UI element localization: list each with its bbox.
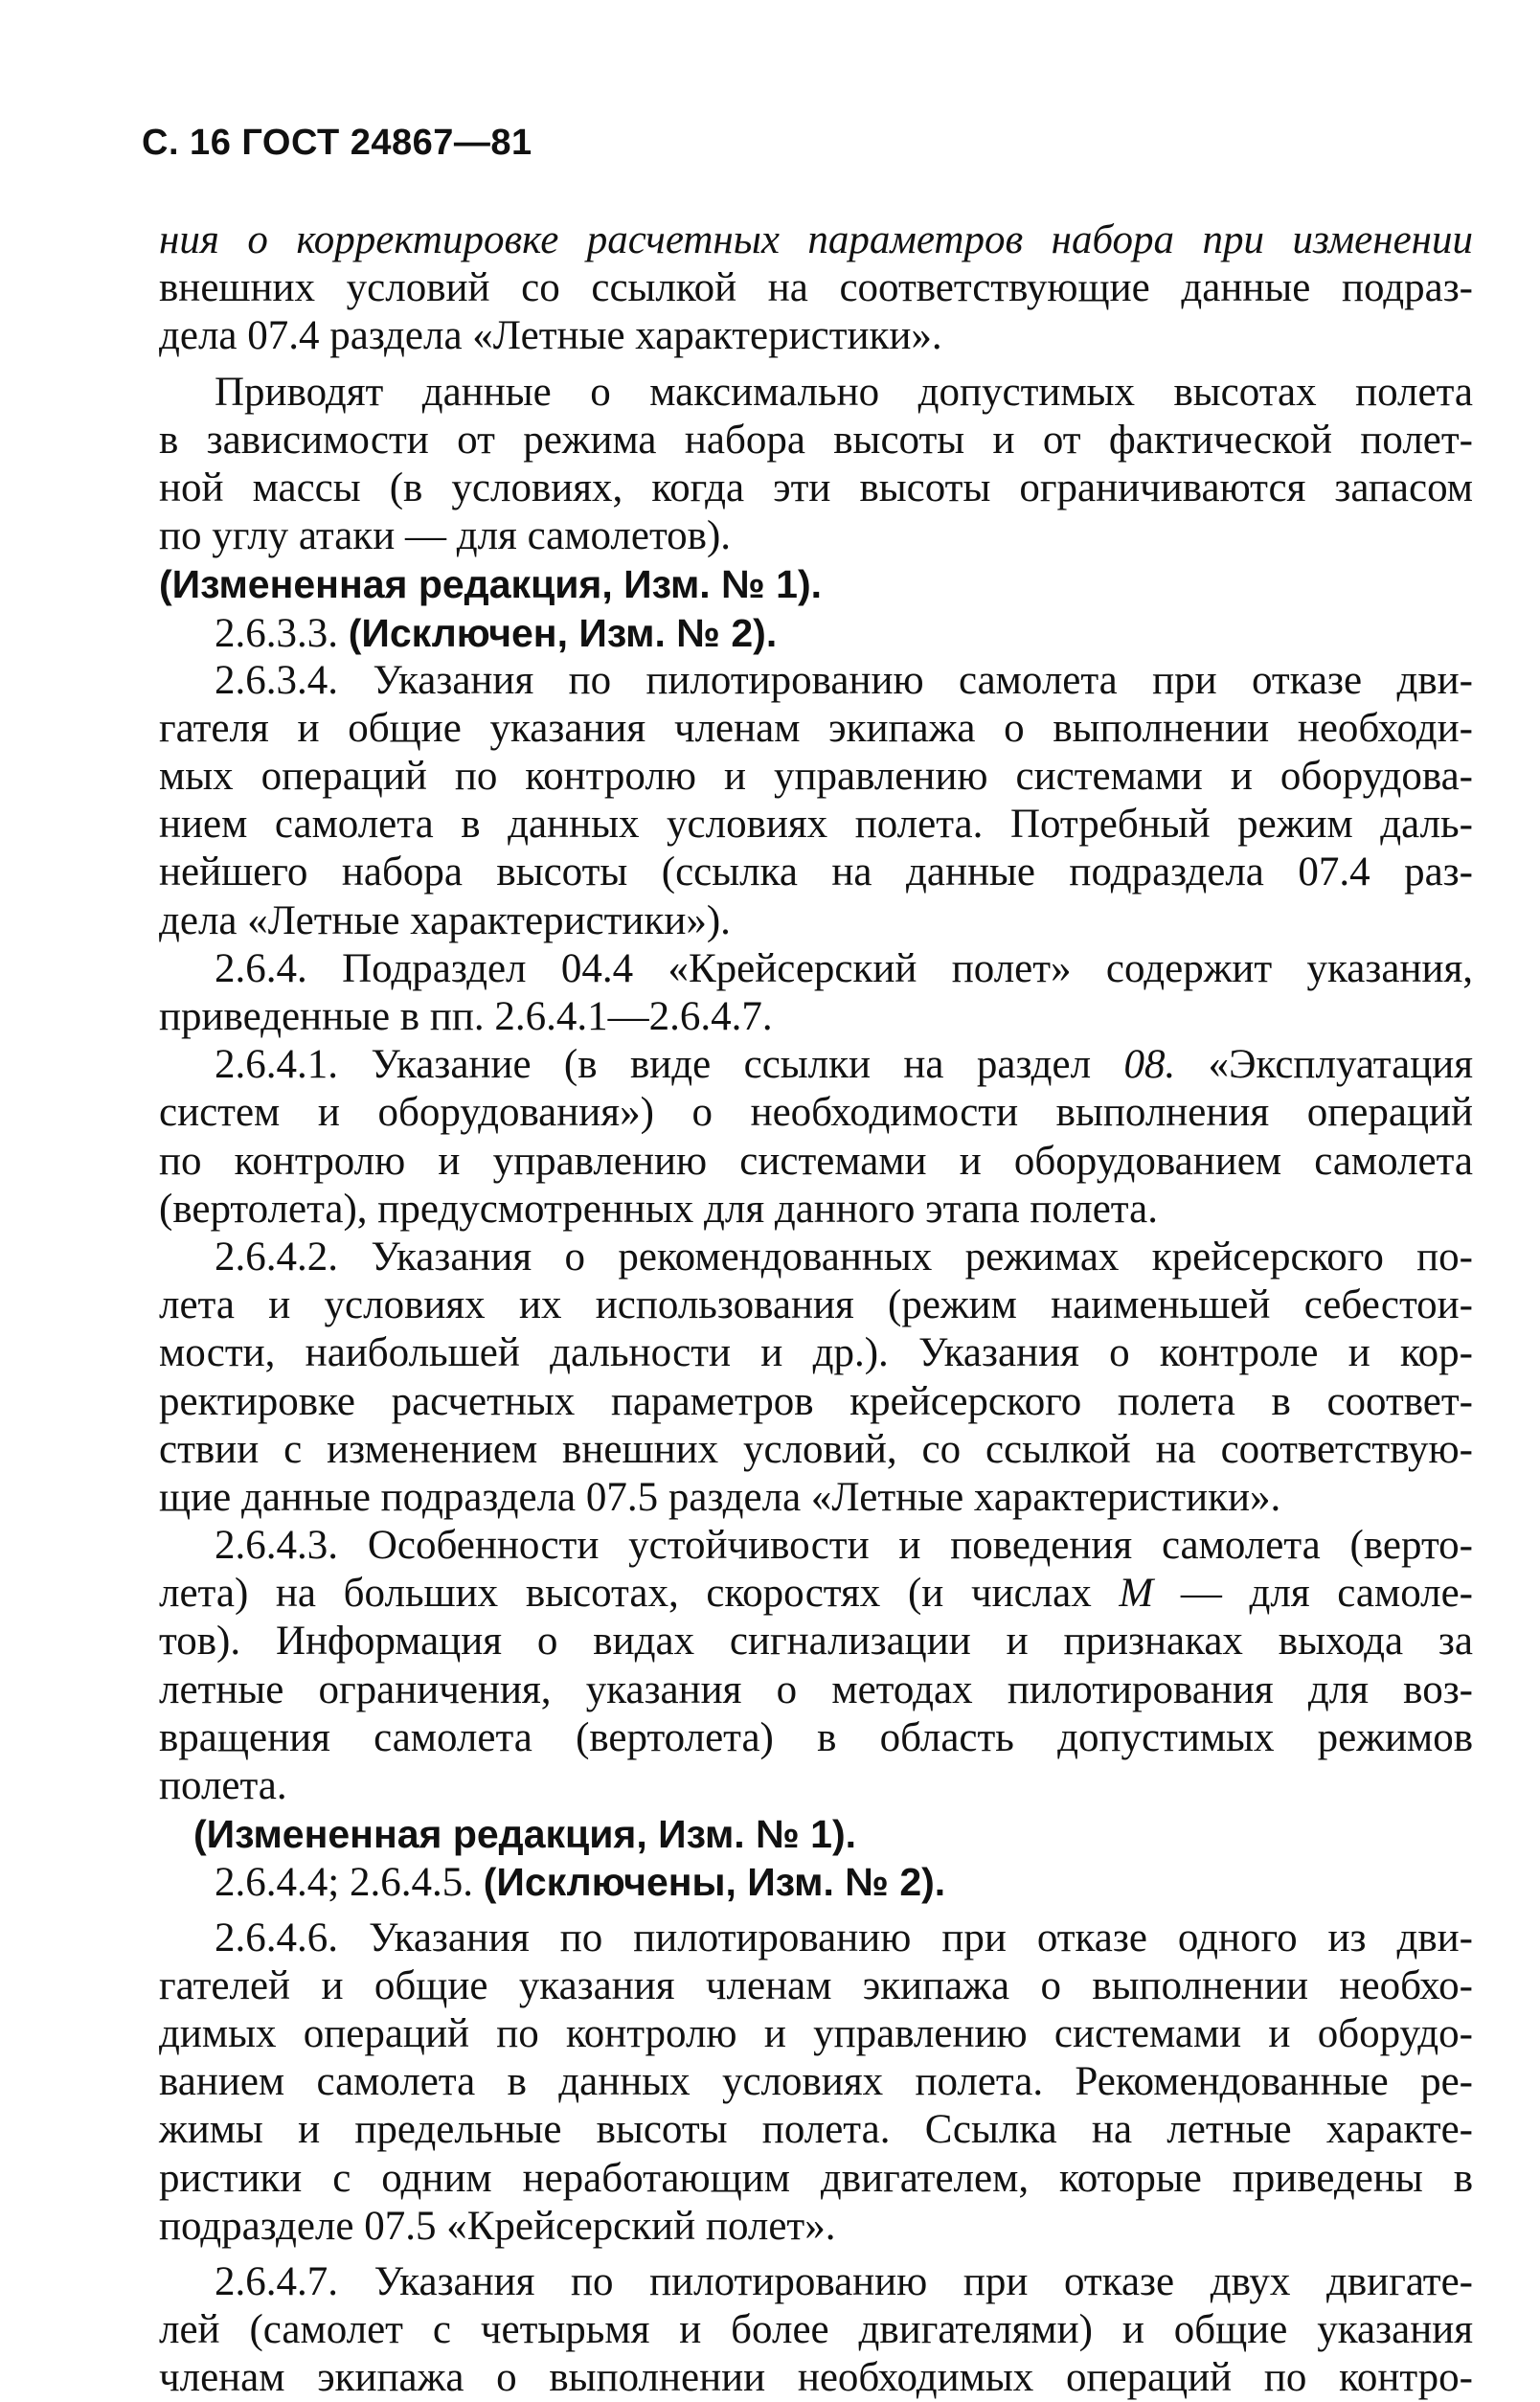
- text-line: вращения самолета (вертолета) в область допустимых режимов: [159, 1714, 1473, 1760]
- section-excluded-note: (Исключен, Изм. № 2).: [348, 610, 778, 655]
- text-line: [159, 1041, 1473, 1089]
- text-line: щие данные подраздела 07.5 раздела «Летные характеристики».: [159, 1474, 1281, 1520]
- text-line: жимы и предельные высоты полета. Ссылка на летные характе-: [159, 2107, 1473, 2153]
- text-line: ной массы (в условиях, когда эти высоты ограничиваются запасом: [159, 465, 1473, 510]
- text-fragment: «Эксплуатация: [1208, 1042, 1474, 1088]
- text-line: тов). Информация о видах сигнализации и признаках выхода за: [159, 1619, 1473, 1665]
- text-line: ствии с изменением внешних условий, со ссылкой на соответствую-: [159, 1426, 1473, 1472]
- text-line: в зависимости от режима набора высоты и от фактической полет-: [159, 417, 1473, 463]
- text-line: 2.6.4.7. Указания по пилотированию при отказе двух двигате-: [215, 2258, 1473, 2304]
- text-line: 2.6.4.6. Указания по пилотированию при отказе одного из дви-: [215, 1915, 1473, 1960]
- text-line: по контролю и управлению системами и оборудованием самолета: [159, 1138, 1473, 1184]
- text-line: 2.6.4. Подраздел 04.4 «Крейсерский полет» содержит указания,: [215, 945, 1473, 991]
- text-line: подразделе 07.5 «Крейсерский полет».: [159, 2203, 836, 2249]
- text-line: гателя и общие указания членам экипажа о выполнении необходи-: [159, 705, 1473, 751]
- section-2644-2645: [159, 1858, 1473, 1906]
- text-line: 2.6.4.3. Особенности устойчивости и поведения самолета (верто-: [215, 1523, 1473, 1569]
- text-line: ния о корректировке расчетных параметров набора при изменении: [159, 217, 1473, 262]
- text-line: дела 07.4 раздела «Летные характеристики».: [159, 313, 942, 359]
- section-excluded-note: (Исключены, Изм. № 2).: [483, 1860, 946, 1905]
- text-line: нием самолета в данных условиях полета. Потребный режим даль-: [159, 802, 1473, 848]
- text-line: ванием самолета в данных условиях полета. Рекомендованные ре-: [159, 2059, 1473, 2105]
- section-number: 2.6.4.4; 2.6.4.5.: [215, 1860, 473, 1906]
- text-line: (вертолета), предусмотренных для данного этапа полета.: [159, 1186, 1158, 1232]
- text-line: приведенные в пп. 2.6.4.1—2.6.4.7.: [159, 994, 773, 1039]
- text-line: систем и оборудования») о необходимости выполнения операций: [159, 1090, 1473, 1136]
- text-line: нейшего набора высоты (ссылка на данные подраздела 07.4 раз-: [159, 850, 1473, 895]
- text-line: ректировке расчетных параметров крейсерского полета в соответ-: [159, 1378, 1473, 1424]
- text-line: внешних условий со ссылкой на соответствующие данные подраз-: [159, 265, 1473, 311]
- text-line: полета.: [159, 1763, 287, 1808]
- text-line: димых операций по контролю и управлению системами и оборудо-: [159, 2010, 1473, 2056]
- section-ref-number: 08.: [1123, 1042, 1176, 1088]
- text-line: лета и условиях их использования (режим наименьшей себестои-: [159, 1282, 1473, 1328]
- text-line: 2.6.4.2. Указания о рекомендованных режимах крейсерского по-: [215, 1234, 1473, 1280]
- text-line: членам экипажа о выполнении необходимых операций по контро-: [159, 2355, 1473, 2401]
- text-line: по углу атаки — для самолетов).: [159, 513, 732, 559]
- text-fragment: — для самоле-: [1180, 1571, 1473, 1617]
- amendment-note: (Измененная редакция, Изм. № 1).: [159, 562, 823, 607]
- text-line: [159, 1570, 1473, 1618]
- text-fragment: 2.6.4.1. Указание (в виде ссылки на раздел: [215, 1042, 1092, 1088]
- text-line: летные ограничения, указания о методах пилотирования для воз-: [159, 1666, 1473, 1712]
- text-line: 2.6.3.4. Указания по пилотированию самолета при отказе дви-: [215, 657, 1473, 703]
- text-line: Приводят данные о максимально допустимых высотах полета: [215, 369, 1473, 415]
- section-number: 2.6.3.3.: [215, 610, 338, 656]
- text-line: дела «Летные характеристики»).: [159, 897, 731, 943]
- text-line: ристики с одним неработающим двигателем, которые приведены в: [159, 2155, 1473, 2201]
- document-body: [159, 216, 1473, 2402]
- section-2633: [159, 609, 1473, 657]
- mach-symbol: М: [1119, 1571, 1154, 1617]
- amendment-note: (Измененная редакция, Изм. № 1).: [193, 1812, 857, 1857]
- text-line: мых операций по контролю и управлению системами и оборудова-: [159, 754, 1473, 800]
- text-line: мости, наибольшей дальности и др.). Указания о контроле и кор-: [159, 1330, 1473, 1376]
- text-line: лей (самолет с четырьмя и более двигателями) и общие указания: [159, 2307, 1473, 2353]
- text-line: гателей и общие указания членам экипажа о выполнении необхо-: [159, 1962, 1473, 2008]
- text-fragment: лета) на больших высотах, скоростях (и числах: [159, 1571, 1092, 1617]
- page-header: С. 16 ГОСТ 24867—81: [142, 123, 532, 163]
